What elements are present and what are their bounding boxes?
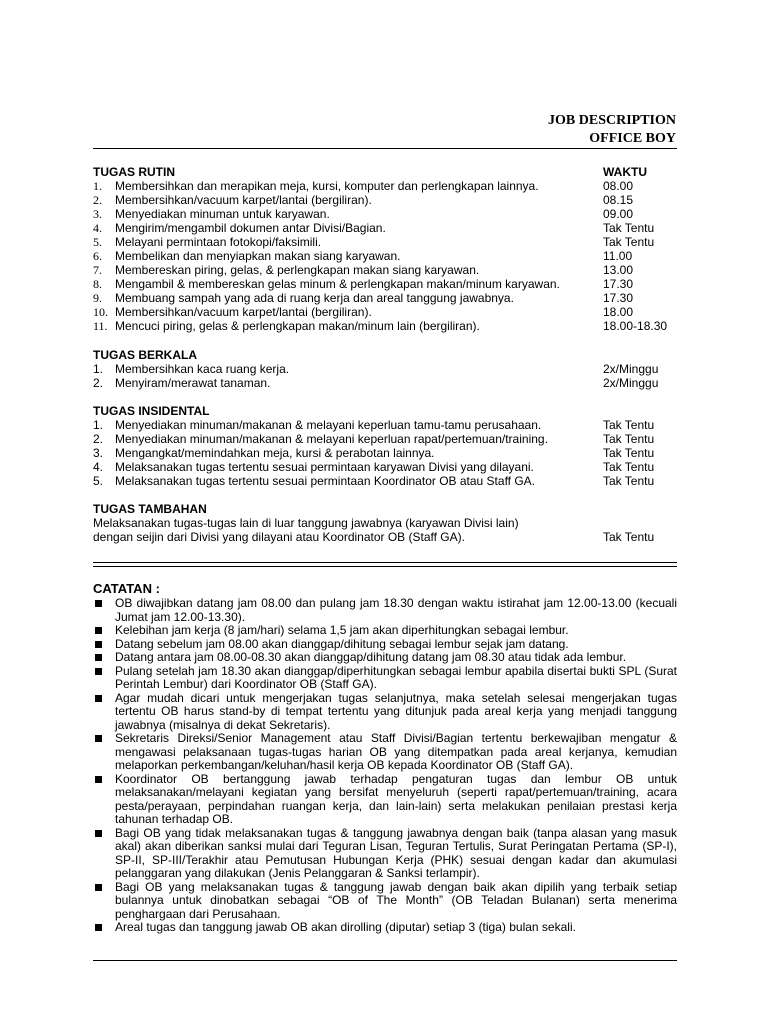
task-text: Menyediakan minuman/makanan & melayani keperluan rapat/pertemuan/training. xyxy=(115,432,548,446)
tambahan-time: Tak Tentu xyxy=(603,530,655,544)
task-time: 2x/Minggu xyxy=(603,362,659,376)
section-tugas-tambahan xyxy=(93,502,677,544)
section-heading: TUGAS BERKALA xyxy=(93,348,197,362)
task-text: Membersihkan/vacuum karpet/lantai (bergiliran). xyxy=(115,305,372,319)
task-number: 5. xyxy=(93,235,102,249)
double-rule-bottom xyxy=(93,566,677,567)
task-text: Membuang sampah yang ada di ruang kerja dan areal tanggung jawabnya. xyxy=(115,291,514,305)
task-number: 9. xyxy=(93,291,102,305)
catatan-list xyxy=(93,597,677,935)
section-tugas-rutin xyxy=(93,165,677,333)
task-time: 11.00 xyxy=(603,249,633,263)
catatan-item xyxy=(93,665,677,692)
square-bullet-icon xyxy=(95,884,102,891)
catatan-item xyxy=(93,597,677,624)
catatan-item xyxy=(93,692,677,733)
tambahan-line-2: dengan seijin dari Divisi yang dilayani atau Koordinator OB (Staff GA). Tak Tentu xyxy=(93,530,655,544)
task-number: 2. xyxy=(93,193,102,207)
task-time: 17.30 xyxy=(603,277,634,291)
title-line-1: JOB DESCRIPTION xyxy=(548,113,676,128)
task-time: Tak Tentu xyxy=(603,418,655,432)
bottom-rule xyxy=(93,960,677,961)
catatan-text: Areal tugas dan tanggung jawab OB akan dirolling (diputar) setiap 3 (tiga) bulan sekali. xyxy=(115,920,576,934)
task-row xyxy=(93,193,677,207)
task-text: Membersihkan kaca ruang kerja. xyxy=(115,362,290,376)
task-row xyxy=(93,221,677,235)
catatan-heading: CATATAN : xyxy=(93,581,160,596)
catatan-item xyxy=(93,732,677,773)
section-heading: TUGAS TAMBAHAN xyxy=(93,502,207,516)
document-title xyxy=(548,112,676,148)
task-text: Membersihkan dan merapikan meja, kursi, komputer dan perlengkapan lainnya. xyxy=(115,179,539,193)
task-number: 11. xyxy=(93,319,108,333)
task-row xyxy=(93,474,677,488)
catatan-text: Koordinator OB bertanggung jawab terhadap pengaturan tugas dan lembur OB untuk melaksanakan/melayani kegiatan yang bersifat menyeluruh (seperti rapat/pertemuan/training, acara pesta/perayaan, perpindahan ruangan kerja, dan lain-lain) serta melakukan penilaian prestasi kerja tahunan terhadap OB. xyxy=(115,771,677,826)
task-time: 09.00 xyxy=(603,207,634,221)
task-text: Mencuci piring, gelas & perlengkapan makan/minum lain (bergiliran). xyxy=(115,319,480,333)
task-time: Tak Tentu xyxy=(603,221,655,235)
task-number: 10. xyxy=(93,305,108,319)
task-time: 17.30 xyxy=(603,291,634,305)
task-row xyxy=(93,432,677,446)
task-text: Membereskan piring, gelas, & perlengkapan makan siang karyawan. xyxy=(115,263,480,277)
task-row xyxy=(93,291,677,305)
catatan-item xyxy=(93,773,677,827)
task-time: Tak Tentu xyxy=(603,235,655,249)
task-text: Mengangkat/memindahkan meja, kursi & perabotan lainnya. xyxy=(115,446,435,460)
task-time: Tak Tentu xyxy=(603,474,655,488)
square-bullet-icon xyxy=(95,735,102,742)
task-time: Tak Tentu xyxy=(603,446,655,460)
task-row xyxy=(93,460,677,474)
task-text: Menyediakan minuman/makanan & melayani keperluan tamu-tamu perusahaan. xyxy=(115,418,542,432)
rutin-heading: TUGAS RUTIN xyxy=(93,165,175,179)
square-bullet-icon xyxy=(95,695,102,702)
task-number: 4. xyxy=(93,221,102,235)
square-bullet-icon xyxy=(95,641,102,648)
catatan-text: Agar mudah dicari untuk mengerjakan tugas selanjutnya, maka setelah selesai mengerjakan tugas tertentu OB harus stand-by di tempat tertentu yang ditunjuk pada areal kerja yang menjadi tanggung jawabnya (misalnya di dekat Sekretaris). xyxy=(115,690,677,732)
task-time: 08.15 xyxy=(603,193,634,207)
task-row xyxy=(93,362,677,376)
catatan-text: Sekretaris Direksi/Senior Management atau Staff Divisi/Bagian tertentu berkewajiban mengatur & mengawasi pelaksanaan tugas-tugas harian OB yang ditempatkan pada areal kerjanya, kemudian melaporkan perkembangan/keluhan/hasil kerja OB kepada Koordinator OB (Staff GA). xyxy=(115,731,677,772)
task-number: 3. xyxy=(93,207,102,221)
catatan-item xyxy=(93,651,677,665)
task-time: Tak Tentu xyxy=(603,432,655,446)
task-time: Tak Tentu xyxy=(603,460,655,474)
task-number: 2. xyxy=(93,432,104,446)
task-number: 2. xyxy=(93,376,104,390)
title-rule xyxy=(93,148,677,149)
task-number: 4. xyxy=(93,460,104,474)
square-bullet-icon xyxy=(95,600,102,607)
square-bullet-icon xyxy=(95,924,102,931)
insidental-list xyxy=(93,418,677,488)
task-row xyxy=(93,235,677,249)
task-text: Melayani permintaan fotokopi/faksimili. xyxy=(115,235,322,249)
square-bullet-icon xyxy=(95,776,102,783)
task-number: 8. xyxy=(93,277,102,291)
task-row xyxy=(93,446,677,460)
task-text: Mengirim/mengambil dokumen antar Divisi/Bagian. xyxy=(115,221,386,235)
square-bullet-icon xyxy=(95,830,102,837)
tambahan-line-1: Melaksanakan tugas-tugas lain di luar tanggung jawabnya (karyawan Divisi lain) xyxy=(93,516,519,530)
square-bullet-icon xyxy=(95,627,102,634)
catatan-text: Bagi OB yang melaksanakan tugas & tanggung jawab dengan baik akan dipilih yang terbaik setiap bulannya untuk dinobatkan sebagai “OB of The Month” (OB Teladan Bulanan) serta menerima penghargaan dari Perusahaan. xyxy=(115,879,677,921)
task-time: 18.00-18.30 xyxy=(603,319,668,333)
task-row xyxy=(93,207,677,221)
task-time: 08.00 xyxy=(603,179,634,193)
task-row xyxy=(93,418,677,432)
task-text: Menyediakan minuman untuk karyawan. xyxy=(115,207,330,221)
waktu-heading: WAKTU xyxy=(603,165,647,179)
task-number: 1. xyxy=(93,418,104,432)
task-text: Membersihkan/vacuum karpet/lantai (bergiliran). xyxy=(115,193,372,207)
catatan-item xyxy=(93,827,677,881)
catatan-item xyxy=(93,921,677,935)
task-number: 5. xyxy=(93,474,104,488)
catatan-item xyxy=(93,881,677,922)
task-number: 1. xyxy=(93,179,102,193)
square-bullet-icon xyxy=(95,654,102,661)
catatan-text: Kelebihan jam kerja (8 jam/hari) selama 1,5 jam akan diperhitungkan sebagai lembur. xyxy=(115,623,569,637)
catatan-item xyxy=(93,624,677,638)
task-row xyxy=(93,263,677,277)
section-heading xyxy=(93,165,677,179)
task-time: 13.00 xyxy=(603,263,634,277)
section-tugas-berkala xyxy=(93,348,677,390)
berkala-list xyxy=(93,362,677,390)
rutin-list xyxy=(93,179,677,333)
task-number: 3. xyxy=(93,446,104,460)
catatan-text: OB diwajibkan datang jam 08.00 dan pulang jam 18.30 dengan waktu istirahat jam 12.00-13.00 (kecuali Jumat jam 12.00-13.30). xyxy=(115,596,677,624)
double-rule-top xyxy=(93,562,677,563)
section-heading: TUGAS INSIDENTAL xyxy=(93,404,210,418)
task-text: Menyiram/merawat tanaman. xyxy=(115,376,271,390)
task-text: Mengambil & membereskan gelas minum & perlengkapan makan/minum karyawan. xyxy=(115,277,560,291)
catatan-item xyxy=(93,638,677,652)
task-text: Membelikan dan menyiapkan makan siang karyawan. xyxy=(115,249,401,263)
task-number: 6. xyxy=(93,249,102,263)
task-row xyxy=(93,305,677,319)
task-time: 18.00 xyxy=(603,305,634,319)
task-row xyxy=(93,376,677,390)
task-row xyxy=(93,179,677,193)
title-line-2: OFFICE BOY xyxy=(589,131,676,146)
catatan-text: Pulang setelah jam 18.30 akan dianggap/diperhitungkan sebagai lembur apabila disertai bukti SPL (Surat Perintah Lembur) dari Koordinator OB (Staff GA). xyxy=(115,663,677,691)
catatan-text: Bagi OB yang tidak melaksanakan tugas & tanggung jawabnya dengan baik (tanpa alasan yang masuk akal) akan diberikan sanksi mulai dari Teguran Lisan, Teguran Tertulis, Surat Peringatan Pertama (SP-I), SP-II, SP-III/Terakhir atau Pemutusan Hubungan Kerja (PHK) sesuai dengan kadar dan akumulasi pelanggaran yang dilakukan (Jenis Pelanggaran & Sanksi terlampir). xyxy=(115,825,677,880)
task-row xyxy=(93,277,677,291)
task-number: 7. xyxy=(93,263,102,277)
section-tugas-insidental xyxy=(93,404,677,488)
task-text: Melaksanakan tugas tertentu sesuai permintaan Koordinator OB atau Staff GA. xyxy=(115,474,536,488)
catatan-text: Datang antara jam 08.00-08.30 akan dianggap/dihitung datang jam 08.30 atau tidak ada lembur. xyxy=(115,650,627,664)
task-number: 1. xyxy=(93,362,104,376)
catatan-text: Datang sebelum jam 08.00 akan dianggap/dihitung sebagai lembur sejak jam datang. xyxy=(115,636,569,651)
task-row xyxy=(93,249,677,263)
task-row xyxy=(93,319,677,333)
catatan-section xyxy=(93,581,677,935)
task-text: Melaksanakan tugas tertentu sesuai permintaan karyawan Divisi yang dilayani. xyxy=(115,460,534,474)
task-time: 2x/Minggu xyxy=(603,376,659,390)
square-bullet-icon xyxy=(95,668,102,675)
